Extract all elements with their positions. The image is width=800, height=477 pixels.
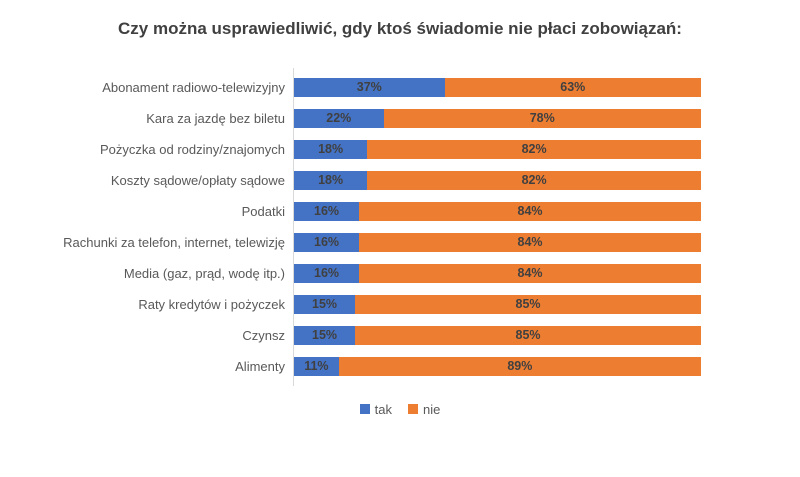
nie-bar-segment [367, 171, 701, 190]
nie-bar-segment [355, 326, 701, 345]
category-label: Abonament radiowo-telewizyjny [102, 79, 285, 95]
tak-bar-segment [294, 326, 355, 345]
category-label: Media (gaz, prąd, wodę itp.) [123, 265, 285, 281]
nie-value-label: 85% [515, 297, 541, 311]
tak-bar-segment [294, 171, 367, 190]
bar-track [294, 171, 701, 190]
tak-value-label: 18% [318, 173, 344, 187]
category-label: Koszty sądowe/opłaty sądowe [110, 172, 285, 188]
tak-bar-segment [294, 202, 359, 221]
bar-track [294, 78, 701, 97]
bar-track [294, 140, 701, 159]
chart-row [0, 258, 800, 289]
nie-value-label: 63% [560, 80, 586, 94]
nie-bar-segment [384, 109, 701, 128]
nie-bar-segment [355, 295, 701, 314]
nie-value-label: 84% [517, 204, 543, 218]
category-axis-line [293, 68, 294, 386]
category-label: Pożyczka od rodziny/znajomych [100, 141, 285, 157]
legend [0, 402, 800, 417]
legend-label: tak [374, 401, 392, 417]
plot-area [0, 72, 800, 382]
chart-row [0, 351, 800, 382]
bar-track [294, 295, 701, 314]
nie-bar-segment [445, 78, 701, 97]
tak-bar-segment [294, 295, 355, 314]
chart-row [0, 134, 800, 165]
tak-bar-segment [294, 78, 445, 97]
nie-value-label: 78% [529, 111, 555, 125]
category-label: Rachunki za telefon, internet, telewizję [63, 234, 285, 250]
tak-value-label: 16% [314, 204, 340, 218]
chart-row [0, 103, 800, 134]
rows-container [0, 72, 800, 382]
bar-track [294, 264, 701, 283]
bar-track [294, 109, 701, 128]
tak-value-label: 18% [318, 142, 344, 156]
chart-row [0, 289, 800, 320]
bar-track [294, 233, 701, 252]
category-label: Czynsz [242, 327, 285, 343]
nie-bar-segment [359, 202, 701, 221]
tak-value-label: 16% [314, 266, 340, 280]
bar-track [294, 357, 701, 376]
nie-bar-segment [359, 264, 701, 283]
nie-bar-segment [359, 233, 701, 252]
legend-label: nie [422, 401, 441, 417]
nie-value-label: 84% [517, 235, 543, 249]
category-label: Podatki [241, 203, 285, 219]
legend-swatch-icon [408, 404, 418, 414]
tak-value-label: 16% [314, 235, 340, 249]
nie-value-label: 82% [521, 142, 547, 156]
tak-bar-segment [294, 357, 339, 376]
category-label: Raty kredytów i pożyczek [138, 296, 285, 312]
tak-bar-segment [294, 233, 359, 252]
nie-bar-segment [367, 140, 701, 159]
nie-value-label: 89% [507, 359, 533, 373]
chart-row [0, 72, 800, 103]
chart-row [0, 320, 800, 351]
nie-bar-segment [339, 357, 701, 376]
legend-swatch-icon [360, 404, 370, 414]
tak-value-label: 37% [356, 80, 382, 94]
chart-row [0, 227, 800, 258]
tak-value-label: 15% [312, 297, 338, 311]
tak-bar-segment [294, 109, 384, 128]
nie-value-label: 85% [515, 328, 541, 342]
nie-value-label: 84% [517, 266, 543, 280]
bar-track [294, 326, 701, 345]
chart-title: Czy można usprawiedliwić, gdy ktoś świadomie nie płaci zobowiązań: [118, 19, 682, 38]
tak-value-label: 11% [304, 359, 329, 373]
chart-row [0, 165, 800, 196]
legend-item-tak [360, 402, 392, 417]
category-label: Alimenty [235, 358, 285, 374]
tak-bar-segment [294, 264, 359, 283]
bar-track [294, 202, 701, 221]
category-label: Kara za jazdę bez biletu [146, 110, 285, 126]
legend-item-nie [408, 402, 440, 417]
nie-value-label: 82% [521, 173, 547, 187]
tak-value-label: 15% [312, 328, 338, 342]
chart-row [0, 196, 800, 227]
tak-bar-segment [294, 140, 367, 159]
tak-value-label: 22% [326, 111, 352, 125]
